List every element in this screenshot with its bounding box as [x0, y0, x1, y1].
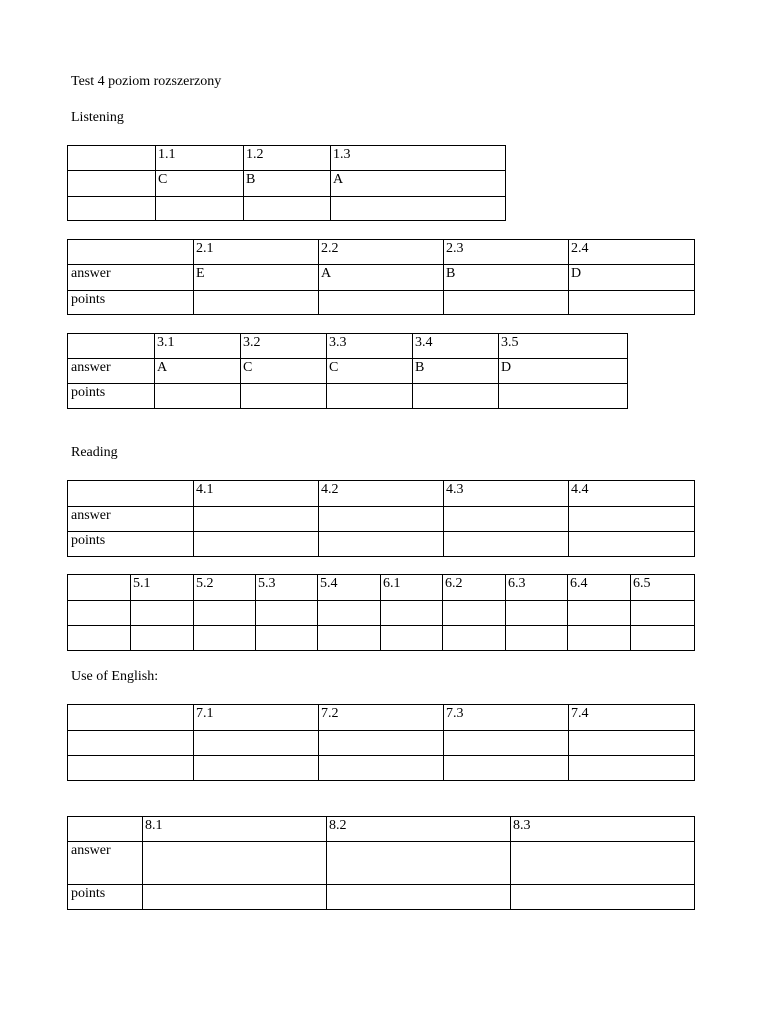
points-cell — [319, 532, 444, 557]
task-number-cell: 6.1 — [381, 575, 443, 601]
table-header-row — [68, 146, 506, 171]
row-label — [68, 334, 155, 359]
task-number-cell: 2.1 — [194, 240, 319, 265]
answer-cell: B — [444, 265, 569, 291]
answer-cell — [319, 507, 444, 532]
answer-table-task-1 — [67, 145, 506, 221]
task-number-cell: 7.1 — [194, 705, 319, 731]
answer-cell — [256, 601, 318, 626]
task-number-cell: 3.5 — [499, 334, 628, 359]
points-cell — [327, 384, 413, 409]
points-cell — [506, 626, 568, 651]
points-cell — [156, 197, 244, 221]
points-cell — [241, 384, 327, 409]
points-cell — [331, 197, 506, 221]
task-number-cell: 5.4 — [318, 575, 381, 601]
points-cell — [444, 532, 569, 557]
row-label — [68, 197, 156, 221]
points-cell — [194, 756, 319, 781]
row-label — [68, 817, 143, 842]
row-label — [68, 575, 131, 601]
points-cell — [319, 291, 444, 315]
points-cell — [631, 626, 695, 651]
answer-cell — [569, 507, 695, 532]
table-answer-row — [68, 731, 695, 756]
answer-table-task-2 — [67, 239, 695, 315]
answer-cell — [506, 601, 568, 626]
answer-cell: E — [194, 265, 319, 291]
task-number-cell: 7.3 — [444, 705, 569, 731]
answer-cell — [131, 601, 194, 626]
answer-cell — [319, 731, 444, 756]
points-cell — [194, 532, 319, 557]
task-number-cell: 4.4 — [569, 481, 695, 507]
table-points-row — [68, 291, 695, 315]
task-number-cell: 3.2 — [241, 334, 327, 359]
points-cell — [443, 626, 506, 651]
task-number-cell: 4.2 — [319, 481, 444, 507]
row-label — [68, 626, 131, 651]
table-points-row — [68, 197, 506, 221]
table-answer-row — [68, 507, 695, 532]
points-cell — [381, 626, 443, 651]
answer-cell — [194, 601, 256, 626]
task-number-cell: 7.2 — [319, 705, 444, 731]
answer-cell — [511, 842, 695, 885]
answer-cell: B — [413, 359, 499, 384]
answer-table-task-4 — [67, 480, 695, 557]
points-cell — [568, 626, 631, 651]
task-number-cell: 8.3 — [511, 817, 695, 842]
task-number-cell: 1.3 — [331, 146, 506, 171]
task-number-cell: 6.5 — [631, 575, 695, 601]
answer-cell: A — [331, 171, 506, 197]
table-points-row — [68, 756, 695, 781]
answer-cell — [318, 601, 381, 626]
table-answer-row — [68, 171, 506, 197]
answer-cell: D — [499, 359, 628, 384]
task-number-cell: 3.3 — [327, 334, 413, 359]
task-number-cell: 8.1 — [143, 817, 327, 842]
table-header-row — [68, 481, 695, 507]
answer-cell — [194, 731, 319, 756]
row-label — [68, 171, 156, 197]
answer-cell: C — [156, 171, 244, 197]
table-header-row — [68, 240, 695, 265]
row-label: answer — [68, 265, 194, 291]
section-heading-use-of-english: Use of English: — [71, 669, 159, 684]
table-header-row — [68, 334, 628, 359]
answer-cell: D — [569, 265, 695, 291]
points-cell — [444, 291, 569, 315]
points-cell — [143, 885, 327, 910]
answer-cell — [194, 507, 319, 532]
answer-cell — [631, 601, 695, 626]
answer-cell: C — [241, 359, 327, 384]
points-cell — [194, 626, 256, 651]
task-number-cell: 5.3 — [256, 575, 318, 601]
task-number-cell: 2.4 — [569, 240, 695, 265]
points-cell — [444, 756, 569, 781]
table-points-row — [68, 626, 695, 651]
task-number-cell: 6.2 — [443, 575, 506, 601]
answer-cell: A — [319, 265, 444, 291]
points-cell — [256, 626, 318, 651]
task-number-cell: 7.4 — [569, 705, 695, 731]
task-number-cell: 2.2 — [319, 240, 444, 265]
task-number-cell: 5.2 — [194, 575, 256, 601]
answer-table-task-8 — [67, 816, 695, 910]
task-number-cell: 1.2 — [244, 146, 331, 171]
row-label: answer — [68, 842, 143, 885]
row-label: points — [68, 384, 155, 409]
answer-cell — [443, 601, 506, 626]
answer-cell: A — [155, 359, 241, 384]
row-label: points — [68, 885, 143, 910]
task-number-cell: 5.1 — [131, 575, 194, 601]
points-cell — [318, 626, 381, 651]
task-number-cell: 1.1 — [156, 146, 244, 171]
answer-cell — [381, 601, 443, 626]
points-cell — [569, 532, 695, 557]
task-number-cell: 3.4 — [413, 334, 499, 359]
row-label — [68, 240, 194, 265]
table-points-row — [68, 885, 695, 910]
answer-table-task-5-6 — [67, 574, 695, 651]
row-label: points — [68, 291, 194, 315]
answer-cell — [568, 601, 631, 626]
task-number-cell: 2.3 — [444, 240, 569, 265]
task-number-cell: 4.1 — [194, 481, 319, 507]
table-points-row — [68, 384, 628, 409]
task-number-cell: 4.3 — [444, 481, 569, 507]
row-label: points — [68, 532, 194, 557]
table-points-row — [68, 532, 695, 557]
points-cell — [511, 885, 695, 910]
row-label — [68, 705, 194, 731]
answer-table-task-7 — [67, 704, 695, 781]
table-header-row — [68, 705, 695, 731]
row-label — [68, 146, 156, 171]
section-heading-reading: Reading — [71, 445, 118, 460]
answer-cell — [444, 731, 569, 756]
row-label: answer — [68, 507, 194, 532]
points-cell — [244, 197, 331, 221]
answer-cell — [569, 731, 695, 756]
answer-cell — [143, 842, 327, 885]
task-number-cell: 6.3 — [506, 575, 568, 601]
points-cell — [131, 626, 194, 651]
points-cell — [319, 756, 444, 781]
table-header-row — [68, 575, 695, 601]
answer-cell: C — [327, 359, 413, 384]
table-header-row — [68, 817, 695, 842]
section-heading-listening: Listening — [71, 110, 124, 125]
row-label — [68, 756, 194, 781]
points-cell — [327, 885, 511, 910]
table-answer-row — [68, 842, 695, 885]
answer-cell: B — [244, 171, 331, 197]
points-cell — [569, 291, 695, 315]
answer-table-task-3 — [67, 333, 628, 409]
task-number-cell: 8.2 — [327, 817, 511, 842]
table-answer-row — [68, 359, 628, 384]
points-cell — [569, 756, 695, 781]
task-number-cell: 6.4 — [568, 575, 631, 601]
row-label — [68, 601, 131, 626]
answer-cell — [327, 842, 511, 885]
points-cell — [155, 384, 241, 409]
points-cell — [499, 384, 628, 409]
row-label: answer — [68, 359, 155, 384]
table-answer-row — [68, 601, 695, 626]
table-answer-row — [68, 265, 695, 291]
points-cell — [194, 291, 319, 315]
answer-cell — [444, 507, 569, 532]
row-label — [68, 731, 194, 756]
page-title: Test 4 poziom rozszerzony — [71, 74, 222, 89]
task-number-cell: 3.1 — [155, 334, 241, 359]
points-cell — [413, 384, 499, 409]
row-label — [68, 481, 194, 507]
